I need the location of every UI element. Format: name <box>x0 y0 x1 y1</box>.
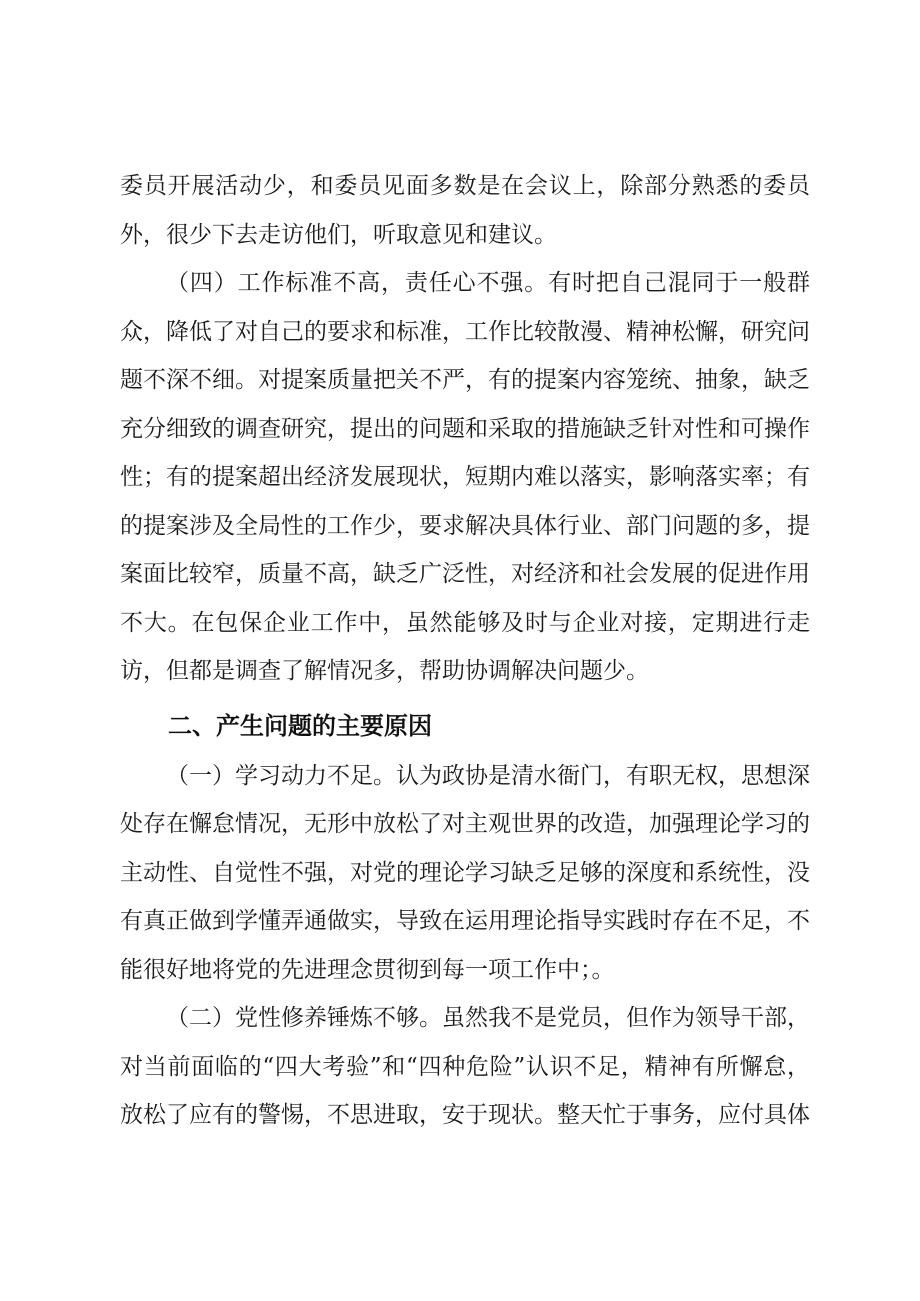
document-body <box>120 162 810 1140</box>
section-heading-main-causes: 二、产生问题的主要原因 <box>168 711 432 740</box>
paragraph-cause-learning: （一）学习动力不足。认为政协是清水衙门，有职无权，思想深处存在懈怠情况，无形中放松了对主观世界的改造，加强理论学习的主动性、自觉性不强，对党的理论学习缺乏足够的深度和系统性，没有真正做到学懂弄通做实，导致在运用理论指导实践时存在不足，不能很好地将党的先进理念贯彻到每一项工作中；。 <box>120 762 810 983</box>
paragraph-continuation: 委员开展活动少，和委员见面多数是在会议上，除部分熟悉的委员外，很少下去走访他们，听取意见和建议。 <box>120 173 810 248</box>
paragraph-cause-party-spirit: （二）党性修养锤炼不够。虽然我不是党员，但作为领导干部，对当前面临的“四大考验”和“四种危险”认识不足，精神有所懈怠，放松了应有的警惕，不思进取，安于现状。整天忙于事务，应付具体 <box>120 1005 810 1128</box>
paragraph-work-standards: （四）工作标准不高，责任心不强。有时把自己混同于一般群众，降低了对自己的要求和标准，工作比较散漫、精神松懈，研究问题不深不细。对提案质量把关不严，有的提案内容笼统、抽象，缺乏充分细致的调查研究，提出的问题和采取的措施缺乏针对性和可操作性；有的提案超出经济发展现状，短期内难以落实，影响落实率；有的提案涉及全局性的工作少，要求解决具体行业、部门问题的多，提案面比较窄，质量不高，缺乏广泛性，对经济和社会发展的促进作用不大。在包保企业工作中，虽然能够及时与企业对接，定期进行走访，但都是调查了解情况多，帮助协调解决问题少。 <box>120 270 810 684</box>
